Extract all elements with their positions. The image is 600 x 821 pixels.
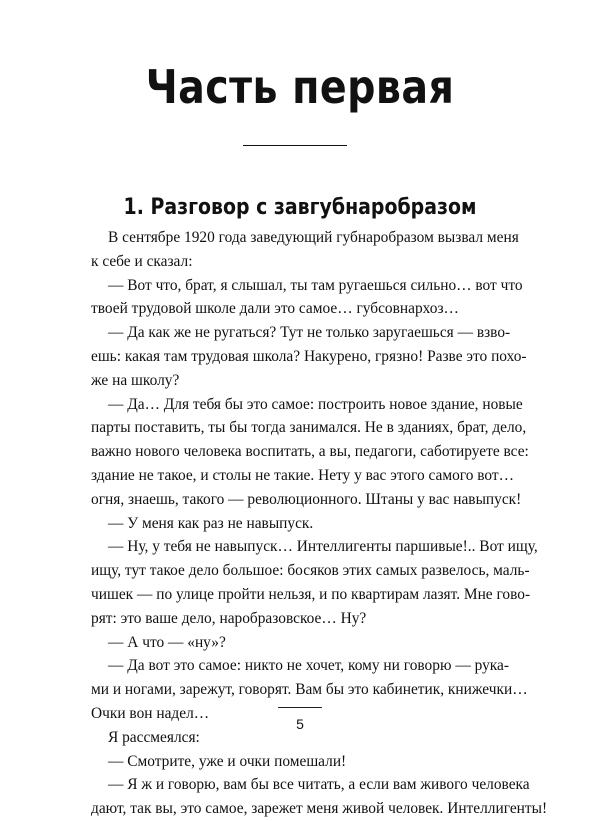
text-line: — Да… Для тебя бы это самое: построить новое здание, новые: [108, 395, 523, 413]
text-line: — Да вот это самое: никто не хочет, кому ни говорю — рука-: [108, 657, 509, 675]
text-line: здание не такое, и столы не такие. Нету у вас этого самого вот…: [91, 466, 515, 484]
text-line: дают, так вы, это самое, зарежет меня живой человек. Интеллигенты!: [91, 800, 548, 818]
text-line: Очки вон надел…: [91, 704, 210, 722]
text-line: ешь: какая там трудовая школа? Накурено, грязно! Разве это похо-: [91, 347, 527, 365]
part-title: Часть первая: [145, 60, 455, 114]
text-line: Я рассмеялся:: [108, 728, 200, 746]
chapter-title: 1. Разговор с завгубнаробразом: [123, 195, 477, 220]
text-line: — Смотрите, уже и очки помешали!: [108, 752, 347, 770]
text-line: — Вот что, брат, я слышал, ты там ругаешься сильно… вот что: [108, 276, 523, 294]
page-number-divider: [278, 707, 322, 708]
text-line: важно нового человека воспитать, а вы, педагоги, саботируете все:: [91, 443, 529, 461]
title-divider: [243, 145, 347, 146]
text-line: В сентябре 1920 года заведующий губнаробразом вызвал меня: [108, 229, 519, 246]
text-line: парты поставить, ты бы тогда занимался. Не в зданиях, брат, дело,: [91, 419, 527, 437]
text-line: чишек — по улице пройти нельзя, и по квартирам лазят. Мне гово-: [91, 585, 531, 603]
page-number: 5: [296, 716, 304, 732]
text-line: — У меня как раз не навыпуск.: [108, 514, 314, 532]
text-line: — А что — «ну»?: [108, 633, 226, 651]
text-line: же на школу?: [91, 371, 180, 389]
text-line: твоей трудовой школе дали это самое… губсовнархоз…: [91, 300, 459, 318]
text-line: ищу, тут такое дело большое: босяков этих самых развелось, маль-: [91, 562, 530, 580]
text-line: — Я ж и говорю, вам бы все читать, а если вам живого человека: [108, 776, 530, 794]
text-line: ми и ногами, зарежут, говорят. Вам бы это кабинетик, книжечки…: [91, 681, 528, 699]
text-line: — Да как же не ругаться? Тут не только заругаешься — взво-: [108, 324, 511, 342]
text-line: огня, знаешь, такого — революционного. Штаны у вас навыпуск!: [91, 490, 522, 508]
text-line: рят: это ваше дело, наробразовское… Ну?: [91, 609, 367, 627]
text-line: к себе и сказал:: [91, 252, 193, 270]
text-line: — Ну, у тебя не навыпуск… Интеллигенты паршивые!.. Вот ищу,: [108, 538, 538, 556]
